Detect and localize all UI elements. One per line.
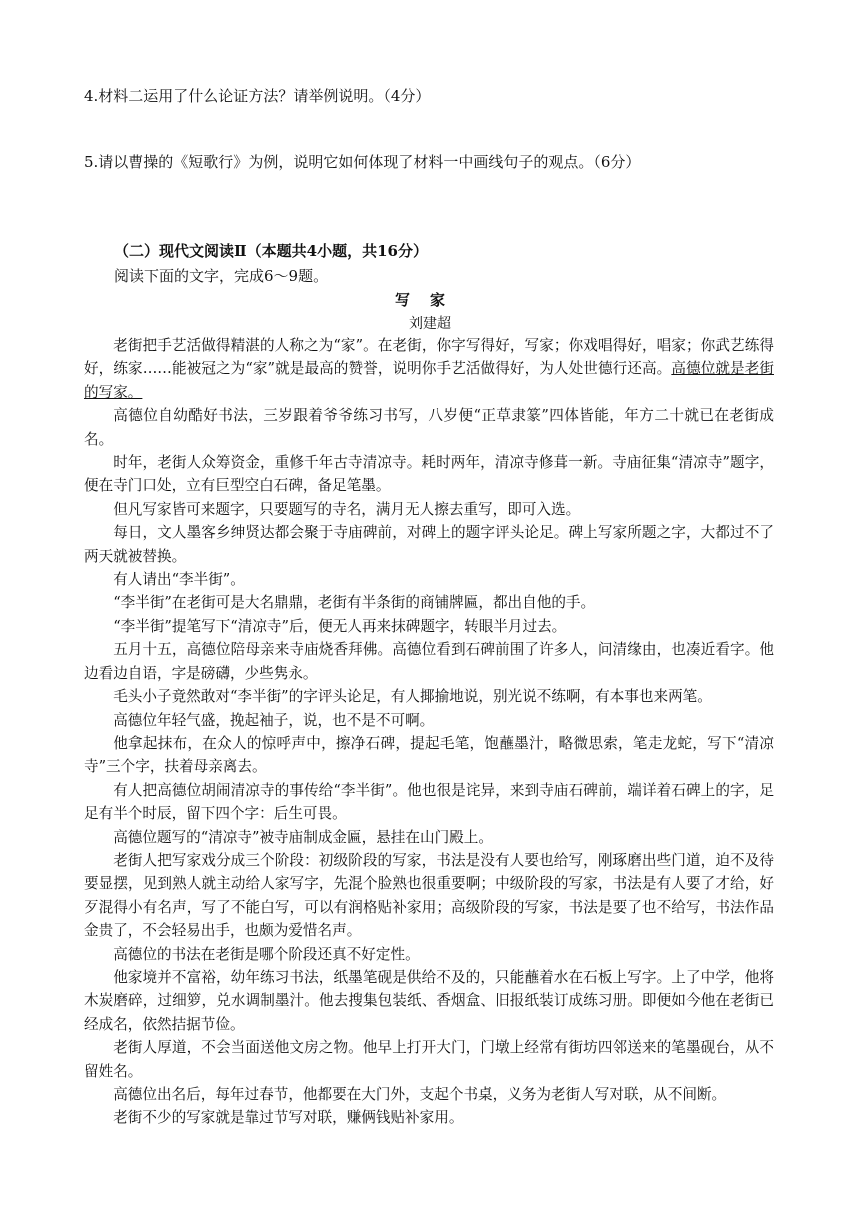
article-paragraph: 高德位自幼酷好书法，三岁跟着爷爷练习书写，八岁便“正草隶篆”四体皆能，年方二十就已在老街成名。 (84, 407, 774, 448)
article-paragraph: 每日，文人墨客乡绅贤达都会聚于寺庙碑前，对碑上的题字评头论足。碑上写家所题之字，大都过不了两天就被替换。 (84, 524, 774, 565)
article-paragraph: 他家境并不富裕，幼年练习书法，纸墨笔砚是供给不及的，只能蘸着水在石板上写字。上了中学，他将木炭磨碎，过细箩，兑水调制墨汁。他去搜集包装纸、香烟盒、旧报纸装订成练习册。即便如今他在老街已经成名，依然拮据节俭。 (84, 968, 774, 1033)
article-author: 刘建超 (409, 316, 451, 332)
article-paragraph: “李半街”在老街可是大名鼎鼎，老街有半条街的商铺牌匾，都出自他的手。 (113, 594, 596, 612)
article-paragraph: 高德位年轻气盛，挽起袖子，说，也不是不可啊。 (113, 711, 435, 729)
article-paragraph: 老街不少的写家就是靠过节写对联，赚俩钱贴补家用。 (113, 1109, 464, 1127)
article-paragraph: “李半街”提笔写下“清凉寺”后，便无人再来抹碑题字，转眼半月过去。 (113, 617, 567, 635)
article-paragraph: 时年，老街人众筹资金，重修千年古寺清凉寺。耗时两年，清凉寺修葺一新。寺庙征集“清凉寺”题字，便在寺门口处，立有巨型空白石碑，备足笔墨。 (84, 454, 774, 495)
article-paragraph: 高德位的书法在老街是哪个阶段还真不好定性。 (113, 945, 420, 963)
paragraph-text: 老街把手艺活做得精湛的人称之为“家”。在老街，你字写得好，写家；你戏唱得好，唱家；你武艺练得好，练家……能被冠之为“家”就是最高的赞誉，说明你手艺活做得好，为人处世德行还高。 (84, 337, 774, 378)
article-paragraph: 老街人厚道，不会当面送他文房之物。他早上打开大门，门墩上经常有街坊四邻送来的笔墨砚台，从不留姓名。 (84, 1039, 774, 1080)
section-instruction: 阅读下面的文字，完成6～9题。 (114, 267, 329, 285)
question-4: 4.材料二运用了什么论证方法？请举例说明。（4分） (84, 87, 431, 105)
article-paragraph: 五月十五，高德位陪母亲来寺庙烧香拜佛。高德位看到石碑前围了许多人，问清缘由，也凑近看字。他边看边自语，字是磅礴，少些隽永。 (84, 641, 774, 682)
article-paragraph: 高德位题写的“清凉寺”被寺庙制成金匾，悬挂在山门殿上。 (113, 828, 493, 846)
underlined-sentence: 高德位就是老街的写家。 (84, 360, 774, 401)
section-heading: （二）现代文阅读Ⅱ（本题共4小题，共16分） (114, 242, 428, 260)
question-5: 5.请以曹操的《短歌行》为例，说明它如何体现了材料一中画线句子的观点。（6分） (84, 153, 641, 171)
article-paragraph: 老街人把写家戏分成三个阶段：初级阶段的写家，书法是没有人要也给写，刚琢磨出些门道，迫不及待要显摆，见到熟人就主动给人家写字，先混个脸熟也很重要啊；中级阶段的写家，书法是有人要了才给，好歹混得小有名声，写了不能白写，可以有润格贴补家用；高级阶段的写家，书法是要了也不给写，书法作品金贵了，不会轻易出手，也颇为爱惜名声。 (84, 851, 774, 940)
article-paragraph (84, 334, 774, 404)
article-paragraph: 有人把高德位胡闹清凉寺的事传给“李半街”。他也很是诧异，来到寺庙石碑前，端详着石碑上的字，足足有半个时辰，留下四个字：后生可畏。 (84, 781, 774, 823)
article-paragraph: 但凡写家皆可来题字，只要题写的寺名，满月无人擦去重写，即可入选。 (113, 500, 581, 518)
article-paragraph: 毛头小子竟然敢对“李半街”的字评头论足，有人揶揄地说，别光说不练啊，有本事也来两笔。 (113, 688, 712, 706)
article-paragraph: 他拿起抹布，在众人的惊呼声中，擦净石碑，提起毛笔，饱蘸墨汁，略微思索，笔走龙蛇，写下“清凉寺”三个字，扶着母亲离去。 (84, 734, 774, 776)
article-body (84, 334, 774, 1130)
article-paragraph: 有人请出“李半街”。 (113, 571, 245, 589)
article-paragraph: 高德位出名后，每年过春节，他都要在大门外，支起个书桌，义务为老街人写对联，从不间断。 (113, 1086, 727, 1103)
article-title: 写家 (394, 291, 465, 309)
